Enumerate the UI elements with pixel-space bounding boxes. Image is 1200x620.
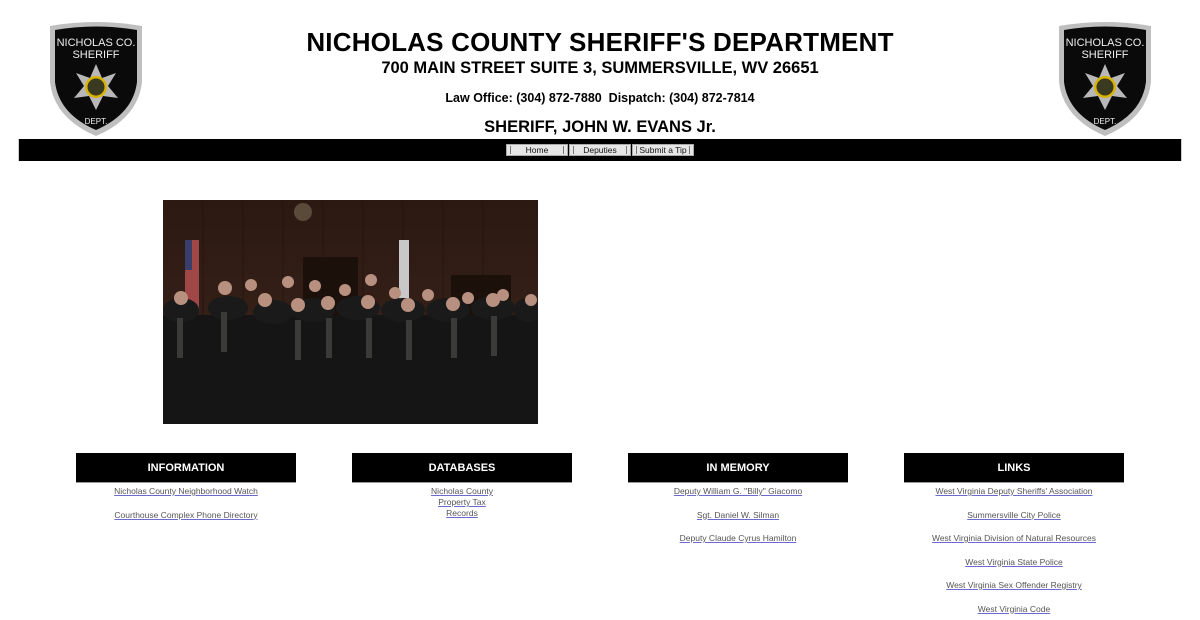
link-nicholas-county[interactable]: Nicholas County [431,486,493,496]
svg-text:SHERIFF: SHERIFF [72,49,120,61]
section-databases [352,453,572,519]
section-heading: INFORMATION [76,453,296,483]
link-memorial-giacomo[interactable]: Deputy William G. "Billy" Giacomo [673,486,803,496]
nav-deputies-button[interactable]: Deputies [569,144,631,156]
department-address: 700 MAIN STREET SUITE 3, SUMMERSVILLE, WV 26651 [381,59,819,77]
svg-text:DEPT.: DEPT. [84,117,108,126]
svg-text:DEPT.: DEPT. [1093,117,1117,126]
link-records[interactable]: Records [446,508,478,518]
link-property-tax[interactable]: Property Tax [438,497,486,507]
section-information [76,453,296,521]
section-in-memory [628,453,848,544]
link-memorial-silman[interactable]: Sgt. Daniel W. Silman [696,509,780,520]
link-wv-deputy-sheriffs-association[interactable]: West Virginia Deputy Sheriffs' Association [935,486,1093,496]
section-links [904,453,1124,615]
svg-text:NICHOLAS CO.: NICHOLAS CO. [1065,37,1145,49]
link-wv-dnr[interactable]: West Virginia Division of Natural Resources [931,533,1097,543]
page-title: NICHOLAS COUNTY SHERIFF'S DEPARTMENT [306,27,894,57]
link-memorial-hamilton[interactable]: Deputy Claude Cyrus Hamilton [679,533,797,543]
link-wv-sex-offender-registry[interactable]: West Virginia Sex Offender Registry [946,580,1082,590]
section-heading: DATABASES [352,453,572,483]
sheriff-name: SHERIFF, JOHN W. EVANS Jr. [484,118,716,136]
shield-icon [46,20,146,138]
link-neighborhood-watch[interactable]: Nicholas County Neighborhood Watch [114,486,258,496]
main-nav [506,144,694,156]
section-heading: LINKS [904,453,1124,483]
link-phone-directory[interactable]: Courthouse Complex Phone Directory [114,509,258,520]
section-heading: IN MEMORY [628,453,848,483]
link-summersville-city-police[interactable]: Summersville City Police [967,509,1061,520]
svg-text:SHERIFF: SHERIFF [1081,49,1129,61]
deputies-group-photo [163,200,538,424]
phone-numbers: Law Office: (304) 872-7880 Dispatch: (304) 872-7814 [445,91,755,105]
shield-icon [1055,20,1155,138]
sheriff-badge-logo-right [1055,20,1155,138]
sheriff-badge-logo-left [46,20,146,138]
link-wv-state-police[interactable]: West Virginia State Police [965,556,1063,567]
link-wv-code[interactable]: West Virginia Code [977,603,1051,614]
svg-text:NICHOLAS CO.: NICHOLAS CO. [56,37,136,49]
page-header [300,26,900,137]
nav-submit-tip-button[interactable]: Submit a Tip [632,144,694,156]
nav-home-button[interactable]: Home [506,144,568,156]
